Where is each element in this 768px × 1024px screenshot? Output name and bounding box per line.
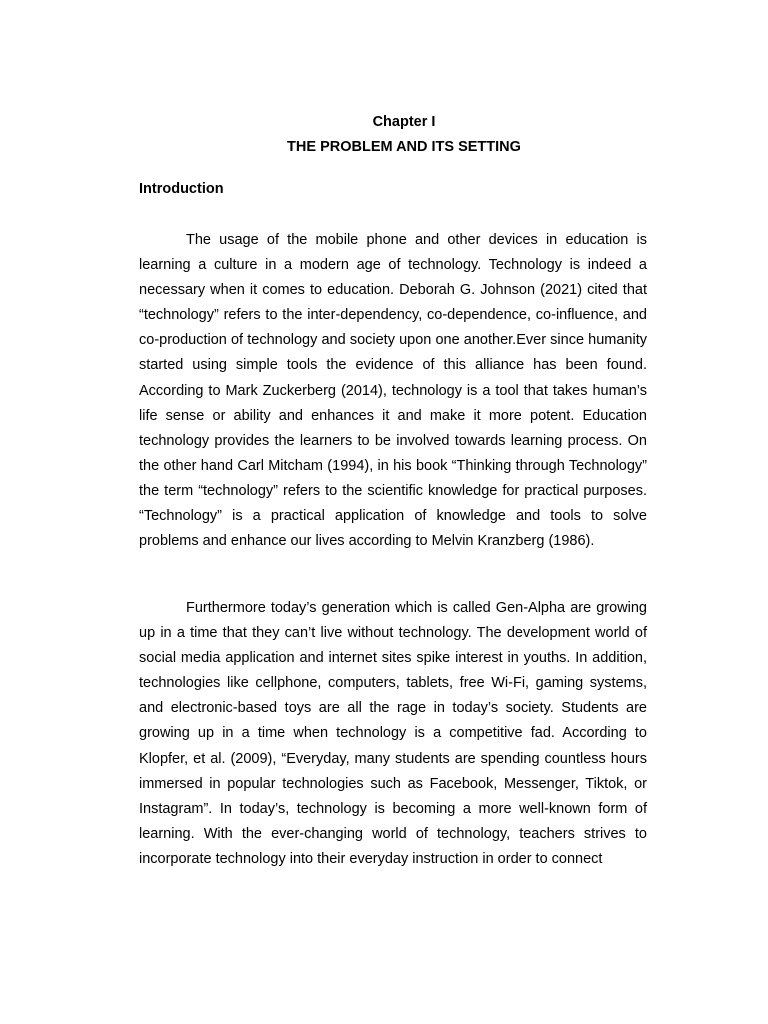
chapter-number: Chapter I — [372, 114, 436, 130]
body-paragraph: Furthermore today’s generation which is called Gen-Alpha are growing up in a time that they can’t live without technology. The development world of social media application and internet sites spike interest in youths. In addition, technologies like cellphone, computers, tablets, free Wi-Fi, gaming systems, and electronic-based toys are all the rage in today’s society. Students are growing up in a time when technology is a competitive fad. According to Klopfer, et al. (2009), “Everyday, many students are spending countless hours immersed in popular technologies such as Facebook, Messenger, Tiktok, or Instagram”. In today’s, technology is becoming a more well-known form of learning. With the ever-changing world of technology, teachers strives to incorporate technology into their everyday instruction in order to connect — [139, 600, 647, 867]
body-paragraph: The usage of the mobile phone and other devices in education is learning a culture in a modern age of technology. Technology is indeed a necessary when it comes to education. Deborah G. Johnson (2021) cited that “technology” refers to the inter-dependency, co-dependence, co-influence, and co-production of technology and society upon one another.Ever since humanity started using simple tools the evidence of this alliance has been found. According to Mark Zuckerberg (2014), technology is a tool that takes human’s life sense or ability and enhances it and make it more potent. Education technology provides the learners to be involved towards learning process. On the other hand Carl Mitcham (1994), in his book “Thinking through Technology” the term “technology” refers to the scientific knowledge for practical purposes. “Technology” is a practical application of knowledge and tools to solve problems and enhance our lives according to Melvin Kranzberg (1986). — [139, 232, 647, 550]
section-heading: Introduction — [139, 181, 224, 197]
chapter-title: THE PROBLEM AND ITS SETTING — [287, 139, 521, 155]
